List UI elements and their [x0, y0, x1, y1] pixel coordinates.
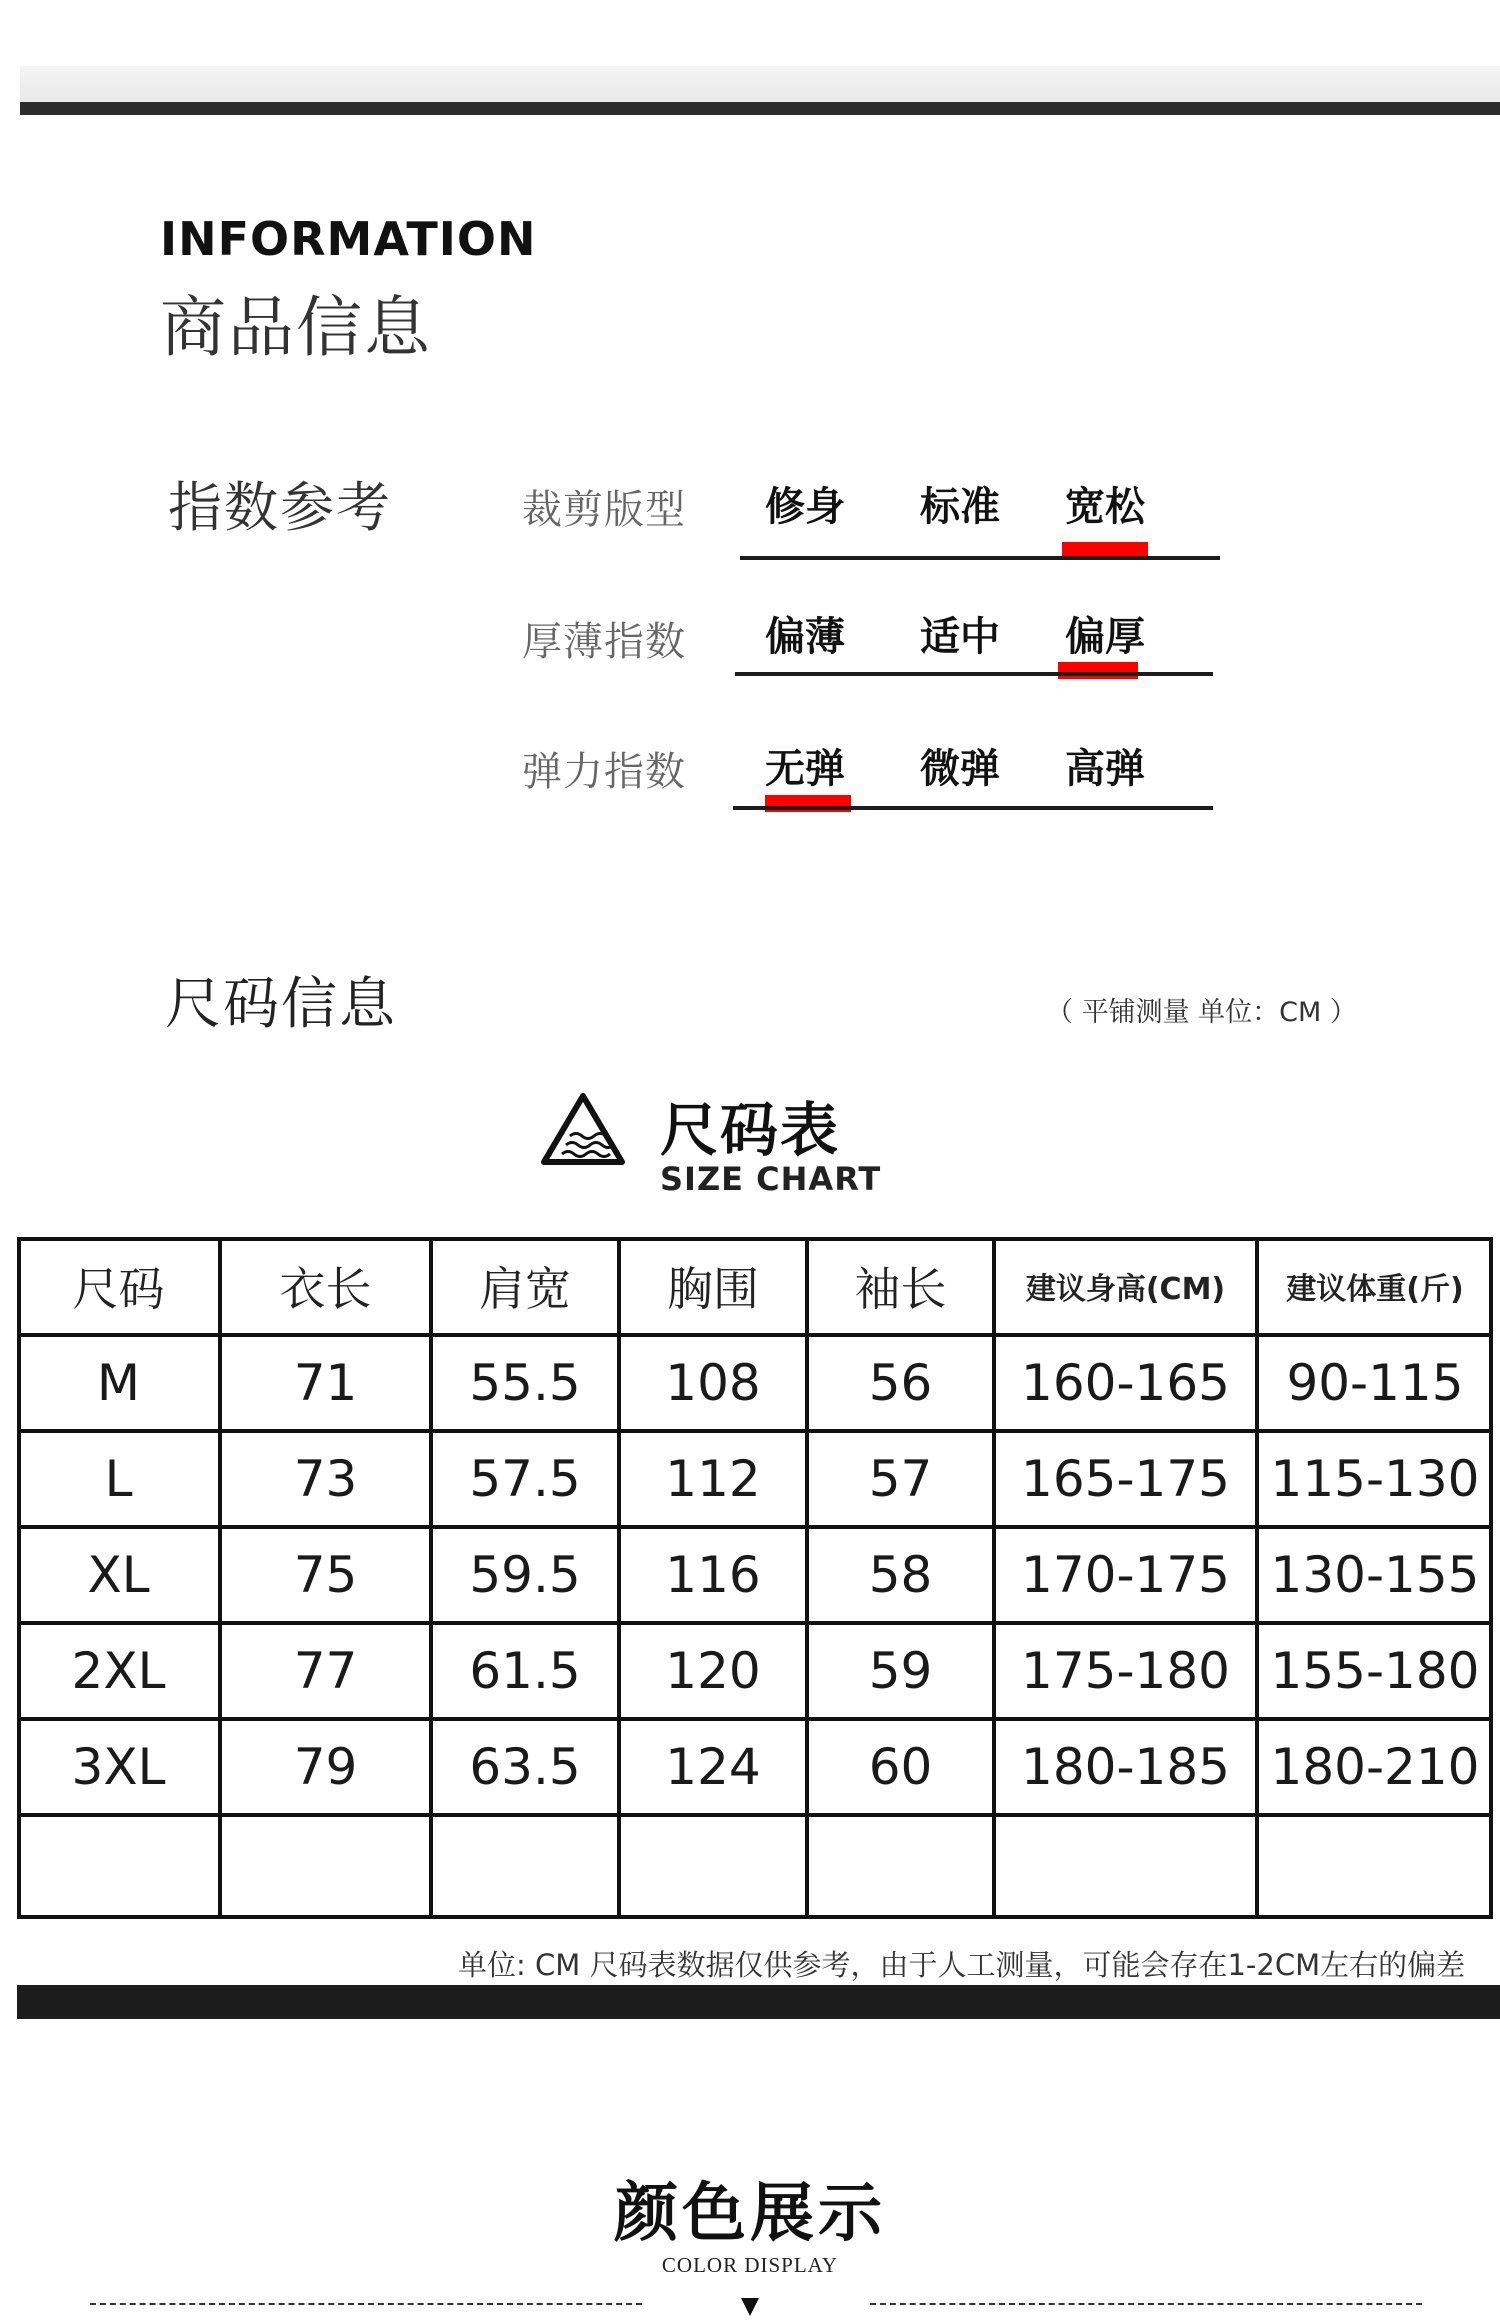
table-cell-chest: 108: [665, 1354, 761, 1412]
table-cell-sleeve: [807, 1815, 994, 1919]
table-cell-length: 73: [293, 1450, 358, 1508]
dashed-divider-right: [870, 2303, 1422, 2305]
size-table: [17, 1237, 1493, 1919]
table-cell-length: 79: [293, 1738, 358, 1796]
index-option-thickness-thin: 偏薄: [765, 614, 845, 660]
table-cell-height: [994, 1815, 1257, 1919]
index-option-thickness-thick: 偏厚: [1065, 614, 1145, 660]
table-cell-shoulder: 57.5: [469, 1450, 581, 1508]
table-cell-weight: 130-155: [1270, 1546, 1480, 1604]
table-header-shoulder: 肩宽: [479, 1262, 571, 1316]
index-option-fit-slim: 修身: [765, 484, 845, 530]
table-cell-chest: 120: [665, 1642, 761, 1700]
table-cell-size: M: [96, 1354, 141, 1412]
table-cell-size: 3XL: [71, 1738, 166, 1796]
dashed-divider-left: [90, 2303, 642, 2305]
table-header-height: 建议身高(CM): [1025, 1272, 1226, 1307]
index-row-label-elasticity: 弹力指数: [522, 749, 686, 795]
table-cell-chest: 124: [665, 1738, 761, 1796]
color-display-title-cn: 颜色展示: [614, 2177, 886, 2251]
table-cell-height: 160-165: [1021, 1354, 1230, 1412]
table-cell-sleeve: 60: [868, 1738, 933, 1796]
information-heading-cn: 商品信息: [160, 289, 432, 366]
table-cell-sleeve: 58: [868, 1546, 933, 1604]
table-cell-size: XL: [87, 1546, 150, 1604]
top-band: [0, 0, 1500, 70]
index-option-elasticity-none: 无弹: [765, 746, 845, 792]
table-cell-sleeve: 57: [868, 1450, 933, 1508]
index-row-label-thickness: 厚薄指数: [522, 619, 686, 665]
selected-marker-thickness: [1058, 662, 1138, 679]
index-row-underline-elasticity: [733, 806, 1213, 810]
table-cell-height: 180-185: [1021, 1738, 1230, 1796]
table-cell-shoulder: 63.5: [469, 1738, 581, 1796]
table-cell-height: 170-175: [1021, 1546, 1230, 1604]
table-cell-shoulder: 61.5: [469, 1642, 581, 1700]
size-chart-title-cn: 尺码表: [660, 1096, 841, 1164]
measure-note: （ 平铺测量 单位：CM ）: [1046, 997, 1357, 1028]
table-cell-shoulder: 59.5: [469, 1546, 581, 1604]
table-cell-length: 71: [293, 1354, 358, 1412]
table-cell-shoulder: [431, 1815, 619, 1919]
size-table-footnote: 单位: CM 尺码表数据仅供参考，由于人工测量，可能会存在1-2CM左右的偏差: [458, 1948, 1466, 1982]
table-cell-height: 175-180: [1021, 1642, 1230, 1700]
table-cell-size: L: [104, 1450, 133, 1508]
size-info-title: 尺码信息: [165, 972, 397, 1037]
color-display-title-en: COLOR DISPLAY: [661, 2253, 839, 2277]
table-cell-weight: 180-210: [1270, 1738, 1480, 1796]
down-arrow-icon: [738, 2294, 762, 2318]
table-cell-size: [17, 1815, 220, 1919]
table-cell-height: 165-175: [1021, 1450, 1230, 1508]
index-option-fit-loose: 宽松: [1065, 484, 1145, 530]
table-header-size: 尺码: [72, 1262, 165, 1316]
table-cell-sleeve: 56: [868, 1354, 933, 1412]
table-cell-weight: 155-180: [1270, 1642, 1480, 1700]
index-row-underline-thickness: [735, 672, 1213, 676]
size-chart-title-en: SIZE CHART: [660, 1160, 882, 1198]
index-option-fit-standard: 标准: [920, 484, 1000, 530]
table-cell-weight: 115-130: [1270, 1450, 1480, 1508]
triangle-water-icon: [540, 1092, 626, 1166]
table-cell-shoulder: 55.5: [469, 1354, 581, 1412]
table-cell-sleeve: 59: [868, 1642, 933, 1700]
index-option-thickness-medium: 适中: [920, 614, 1000, 660]
table-cell-weight: 90-115: [1286, 1354, 1464, 1412]
table-cell-weight: [1257, 1815, 1493, 1919]
table-header-length: 衣长: [279, 1262, 372, 1316]
table-cell-size: 2XL: [71, 1642, 166, 1700]
bottom-divider-bar: [17, 1985, 1500, 2019]
index-row-underline-fit: [740, 556, 1220, 560]
index-option-elasticity-high: 高弹: [1065, 746, 1145, 792]
index-option-elasticity-slight: 微弹: [920, 746, 1000, 792]
table-cell-chest: 116: [665, 1546, 761, 1604]
table-cell-chest: [619, 1815, 807, 1919]
index-row-label-fit: 裁剪版型: [522, 487, 686, 533]
table-cell-length: [220, 1815, 431, 1919]
table-cell-length: 75: [293, 1546, 358, 1604]
top-band-shade: [20, 66, 1500, 104]
table-cell-length: 77: [293, 1642, 358, 1700]
index-reference-title: 指数参考: [168, 476, 392, 539]
information-heading-en: INFORMATION: [160, 212, 537, 266]
table-header-sleeve: 袖长: [854, 1262, 947, 1316]
table-header-chest: 胸围: [667, 1262, 759, 1316]
top-divider-bar: [20, 102, 1500, 115]
table-header-weight: 建议体重(斤): [1286, 1272, 1464, 1307]
table-cell-chest: 112: [665, 1450, 761, 1508]
